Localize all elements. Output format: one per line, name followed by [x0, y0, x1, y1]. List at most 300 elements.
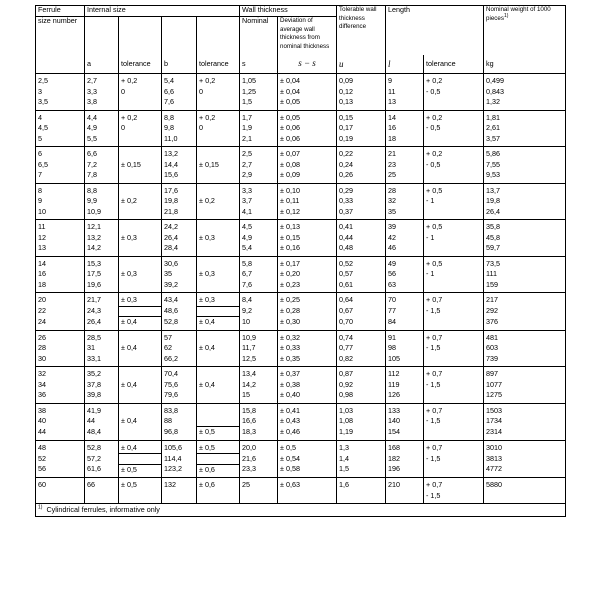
- tolerable-difference: 1,03: [337, 403, 386, 416]
- table-row: [36, 491, 566, 504]
- table-row: [36, 464, 566, 478]
- a-tolerance: [119, 367, 162, 380]
- deviation: ± 0,09: [278, 170, 337, 183]
- a-tolerance: ± 0,5: [119, 478, 162, 491]
- a-value: 28,5: [85, 330, 119, 343]
- size-number: 52: [36, 454, 85, 465]
- size-number: 40: [36, 416, 85, 427]
- tolerable-difference: 0,48: [337, 243, 386, 256]
- b-value: 24,2: [162, 220, 197, 233]
- size-number: 18: [36, 280, 85, 293]
- weight: 19,8: [484, 196, 566, 207]
- weight: 1503: [484, 403, 566, 416]
- nominal-thickness: 10,9: [240, 330, 278, 343]
- a-value: 7,8: [85, 170, 119, 183]
- length: 14: [386, 110, 424, 123]
- tolerable-difference: 1,3: [337, 440, 386, 454]
- deviation: ± 0,05: [278, 110, 337, 123]
- deviation: ± 0,35: [278, 354, 337, 367]
- table-row: [36, 233, 566, 244]
- b-value: 39,2: [162, 280, 197, 293]
- length: 42: [386, 233, 424, 244]
- table-row: [36, 110, 566, 123]
- a-value: 12,1: [85, 220, 119, 233]
- tolerable-difference: 0,13: [337, 97, 386, 110]
- length: 16: [386, 123, 424, 134]
- b-value: 6,6: [162, 87, 197, 98]
- a-tolerance: + 0,2: [119, 74, 162, 87]
- table-row: [36, 170, 566, 183]
- weight: 0,843: [484, 87, 566, 98]
- deviation: ± 0,54: [278, 454, 337, 465]
- size-number: 36: [36, 390, 85, 403]
- nominal-thickness: 10: [240, 317, 278, 331]
- weight: 111: [484, 269, 566, 280]
- length-tolerance: + 0,5: [424, 256, 484, 269]
- a-tolerance: ± 0,2: [119, 196, 162, 207]
- header-nominal-weight: Nominal weight of 1000 pieces$^{1)}$: [484, 6, 566, 56]
- weight: 5880: [484, 478, 566, 491]
- a-value: 37,8: [85, 380, 119, 391]
- nominal-thickness: 8,4: [240, 293, 278, 307]
- weight: 1,81: [484, 110, 566, 123]
- deviation: ± 0,04: [278, 87, 337, 98]
- b-tolerance: + 0,2: [197, 74, 240, 87]
- nominal-thickness: 12,5: [240, 354, 278, 367]
- b-tolerance: [197, 243, 240, 256]
- tolerable-difference: 0,09: [337, 74, 386, 87]
- b-value: 52,8: [162, 317, 197, 331]
- b-value: 30,6: [162, 256, 197, 269]
- b-tolerance: ± 0,3: [197, 269, 240, 280]
- nominal-thickness: 15: [240, 390, 278, 403]
- tolerable-difference: 0,64: [337, 293, 386, 307]
- deviation: [278, 491, 337, 504]
- tolerable-difference: 0,74: [337, 330, 386, 343]
- length: 119: [386, 380, 424, 391]
- weight: 1,32: [484, 97, 566, 110]
- size-number: 8: [36, 183, 85, 196]
- length: 105: [386, 354, 424, 367]
- a-tolerance: [119, 134, 162, 147]
- b-value: 43,4: [162, 293, 197, 307]
- a-value: 3,3: [85, 87, 119, 98]
- b-value: 79,6: [162, 390, 197, 403]
- nominal-thickness: 25: [240, 478, 278, 491]
- table-row: [36, 440, 566, 454]
- size-number: 7: [36, 170, 85, 183]
- tolerable-difference: 1,4: [337, 454, 386, 465]
- tolerable-difference: 0,67: [337, 306, 386, 317]
- a-value: 17,5: [85, 269, 119, 280]
- a-tolerance: ± 0,5: [119, 464, 162, 478]
- tolerable-difference: 0,57: [337, 269, 386, 280]
- a-value: 41,9: [85, 403, 119, 416]
- nominal-thickness: 2,9: [240, 170, 278, 183]
- header-internal-size: Internal size: [85, 6, 240, 17]
- a-value: 13,2: [85, 233, 119, 244]
- length-tolerance: + 0,2: [424, 74, 484, 87]
- tolerable-difference: 0,29: [337, 183, 386, 196]
- header-tolerable: Tolerable wall thickness difference: [337, 6, 386, 56]
- length-tolerance: + 0,2: [424, 147, 484, 160]
- length: [386, 491, 424, 504]
- weight: 3010: [484, 440, 566, 454]
- length: 21: [386, 147, 424, 160]
- deviation: ± 0,25: [278, 293, 337, 307]
- a-tolerance: [119, 330, 162, 343]
- a-tolerance: [119, 390, 162, 403]
- length-tolerance: - 1,5: [424, 306, 484, 317]
- length-tolerance: - 1,5: [424, 380, 484, 391]
- deviation: ± 0,37: [278, 367, 337, 380]
- table-header: [36, 6, 566, 74]
- nominal-thickness: 18,3: [240, 427, 278, 441]
- length: 196: [386, 464, 424, 478]
- nominal-thickness: 21,6: [240, 454, 278, 465]
- length: 140: [386, 416, 424, 427]
- b-tolerance: ± 0,2: [197, 196, 240, 207]
- table-row: [36, 317, 566, 331]
- table-row: [36, 147, 566, 160]
- a-tolerance: [119, 170, 162, 183]
- weight: 1275: [484, 390, 566, 403]
- length: 32: [386, 196, 424, 207]
- b-tolerance: [197, 147, 240, 160]
- b-tolerance: [197, 170, 240, 183]
- b-tolerance: ± 0,4: [197, 317, 240, 331]
- b-tolerance: ± 0,15: [197, 160, 240, 171]
- weight: 5,86: [484, 147, 566, 160]
- table-row: [36, 454, 566, 465]
- deviation: ± 0,10: [278, 183, 337, 196]
- a-tolerance: [119, 427, 162, 441]
- weight: 897: [484, 367, 566, 380]
- nominal-thickness: 1,9: [240, 123, 278, 134]
- b-value: 123,2: [162, 464, 197, 478]
- b-tolerance: [197, 134, 240, 147]
- deviation: ± 0,30: [278, 317, 337, 331]
- b-value: 105,6: [162, 440, 197, 454]
- weight: 2314: [484, 427, 566, 441]
- length-tolerance: [424, 134, 484, 147]
- b-tolerance: [197, 390, 240, 403]
- a-value: 33,1: [85, 354, 119, 367]
- tolerable-difference: 0,98: [337, 390, 386, 403]
- header-l-tolerance: tolerance: [424, 55, 484, 74]
- size-number: 3: [36, 87, 85, 98]
- deviation: ± 0,23: [278, 280, 337, 293]
- nominal-thickness: 6,7: [240, 269, 278, 280]
- length: 133: [386, 403, 424, 416]
- b-value: [162, 491, 197, 504]
- length-tolerance: - 1,5: [424, 343, 484, 354]
- length-tolerance: [424, 243, 484, 256]
- length-tolerance: [424, 464, 484, 478]
- a-tolerance: ± 0,3: [119, 293, 162, 307]
- b-tolerance: ± 0,4: [197, 343, 240, 354]
- weight: 73,5: [484, 256, 566, 269]
- a-tolerance: ± 0,4: [119, 416, 162, 427]
- b-tolerance: [197, 256, 240, 269]
- size-number: 26: [36, 330, 85, 343]
- header-nominal: Nominal: [240, 17, 278, 56]
- length-tolerance: - 1: [424, 233, 484, 244]
- b-tolerance: [197, 367, 240, 380]
- a-tolerance: [119, 491, 162, 504]
- a-value: 24,3: [85, 306, 119, 317]
- header-l: l: [386, 55, 424, 74]
- deviation: ± 0,43: [278, 416, 337, 427]
- nominal-thickness: 3,7: [240, 196, 278, 207]
- weight: 59,7: [484, 243, 566, 256]
- weight: 1734: [484, 416, 566, 427]
- length-tolerance: + 0,7: [424, 403, 484, 416]
- tolerable-difference: 1,19: [337, 427, 386, 441]
- a-tolerance: [119, 454, 162, 465]
- a-value: 5,5: [85, 134, 119, 147]
- a-tolerance: ± 0,15: [119, 160, 162, 171]
- a-tolerance: [119, 403, 162, 416]
- table-row: [36, 220, 566, 233]
- size-number: 13: [36, 243, 85, 256]
- size-number: 4: [36, 110, 85, 123]
- deviation: ± 0,5: [278, 440, 337, 454]
- deviation: ± 0,06: [278, 123, 337, 134]
- tolerable-difference: 0,92: [337, 380, 386, 391]
- size-number: 30: [36, 354, 85, 367]
- weight: 376: [484, 317, 566, 331]
- deviation: ± 0,05: [278, 97, 337, 110]
- a-tolerance: [119, 280, 162, 293]
- a-value: 39,8: [85, 390, 119, 403]
- length: 126: [386, 390, 424, 403]
- table-row: [36, 196, 566, 207]
- length: 84: [386, 317, 424, 331]
- length-tolerance: [424, 170, 484, 183]
- table-row: [36, 343, 566, 354]
- b-tolerance: 0: [197, 87, 240, 98]
- length-tolerance: - 0,5: [424, 87, 484, 98]
- length-tolerance: [424, 427, 484, 441]
- length: 91: [386, 330, 424, 343]
- length-tolerance: - 1: [424, 196, 484, 207]
- b-value: 75,6: [162, 380, 197, 391]
- b-tolerance: [197, 416, 240, 427]
- deviation: ± 0,12: [278, 207, 337, 220]
- table-row: [36, 123, 566, 134]
- weight: 0,499: [484, 74, 566, 87]
- weight: 35,8: [484, 220, 566, 233]
- a-tolerance: [119, 306, 162, 317]
- a-tolerance: [119, 220, 162, 233]
- length: 35: [386, 207, 424, 220]
- nominal-thickness: 14,2: [240, 380, 278, 391]
- deviation: ± 0,41: [278, 403, 337, 416]
- weight: 217: [484, 293, 566, 307]
- length: 70: [386, 293, 424, 307]
- nominal-thickness: 1,5: [240, 97, 278, 110]
- nominal-thickness: 11,7: [240, 343, 278, 354]
- a-tolerance: 0: [119, 123, 162, 134]
- size-number: 56: [36, 464, 85, 478]
- a-value: 2,7: [85, 74, 119, 87]
- header-s: s: [240, 55, 278, 74]
- deviation: ± 0,28: [278, 306, 337, 317]
- a-tolerance: [119, 207, 162, 220]
- tolerable-difference: 1,5: [337, 464, 386, 478]
- weight: 739: [484, 354, 566, 367]
- a-value: 66: [85, 478, 119, 491]
- tolerable-difference: 1,6: [337, 478, 386, 491]
- a-value: 7,2: [85, 160, 119, 171]
- b-value: 9,8: [162, 123, 197, 134]
- length: 154: [386, 427, 424, 441]
- weight: 481: [484, 330, 566, 343]
- a-value: 10,9: [85, 207, 119, 220]
- footnote: [36, 504, 566, 517]
- weight: 1077: [484, 380, 566, 391]
- b-tolerance: ± 0,6: [197, 478, 240, 491]
- b-value: 66,2: [162, 354, 197, 367]
- length: 77: [386, 306, 424, 317]
- tolerable-difference: 0,77: [337, 343, 386, 354]
- b-tolerance: [197, 454, 240, 465]
- length: 56: [386, 269, 424, 280]
- size-number: 5: [36, 134, 85, 147]
- weight: 603: [484, 343, 566, 354]
- a-tolerance: ± 0,3: [119, 269, 162, 280]
- length-tolerance: [424, 207, 484, 220]
- b-tolerance: [197, 220, 240, 233]
- a-tolerance: [119, 354, 162, 367]
- size-number: 6: [36, 147, 85, 160]
- length: 46: [386, 243, 424, 256]
- tolerable-difference: 0,12: [337, 87, 386, 98]
- length-tolerance: [424, 390, 484, 403]
- nominal-thickness: 4,5: [240, 220, 278, 233]
- size-number: 14: [36, 256, 85, 269]
- length-tolerance: + 0,7: [424, 293, 484, 307]
- length-tolerance: + 0,2: [424, 110, 484, 123]
- a-value: 8,8: [85, 183, 119, 196]
- header-ferrule: Ferrule: [36, 6, 85, 17]
- table-row: [36, 207, 566, 220]
- a-value: 9,9: [85, 196, 119, 207]
- length-tolerance: [424, 317, 484, 331]
- table-row: [36, 390, 566, 403]
- header-size-number: size number: [36, 17, 85, 56]
- a-value: 19,6: [85, 280, 119, 293]
- length: 182: [386, 454, 424, 465]
- table-row: [36, 354, 566, 367]
- footnote-text: Cylindrical ferrules, informative only: [46, 504, 160, 514]
- length-tolerance: + 0,7: [424, 440, 484, 454]
- table-row: [36, 330, 566, 343]
- size-number: 20: [36, 293, 85, 307]
- size-number: [36, 491, 85, 504]
- b-value: 5,4: [162, 74, 197, 87]
- b-value: 114,4: [162, 454, 197, 465]
- table-row: [36, 403, 566, 416]
- table-row: [36, 478, 566, 491]
- b-value: 17,6: [162, 183, 197, 196]
- table-row: [36, 74, 566, 87]
- nominal-thickness: [240, 491, 278, 504]
- length: 13: [386, 97, 424, 110]
- tolerable-difference: 0,37: [337, 207, 386, 220]
- a-value: [85, 491, 119, 504]
- nominal-thickness: 15,8: [240, 403, 278, 416]
- length-tolerance: - 0,5: [424, 160, 484, 171]
- b-value: 57: [162, 330, 197, 343]
- deviation: ± 0,04: [278, 74, 337, 87]
- weight: 13,7: [484, 183, 566, 196]
- size-number: 16: [36, 269, 85, 280]
- table-row: [36, 243, 566, 256]
- weight: 3813: [484, 454, 566, 465]
- length-tolerance: + 0,5: [424, 220, 484, 233]
- length-tolerance: - 1: [424, 269, 484, 280]
- size-number: 34: [36, 380, 85, 391]
- a-value: 3,8: [85, 97, 119, 110]
- b-tolerance: ± 0,5: [197, 440, 240, 454]
- a-tolerance: ± 0,4: [119, 317, 162, 331]
- b-value: 83,8: [162, 403, 197, 416]
- length: 23: [386, 160, 424, 171]
- length-tolerance: + 0,7: [424, 330, 484, 343]
- b-tolerance: ± 0,3: [197, 293, 240, 307]
- weight: 159: [484, 280, 566, 293]
- a-tolerance: 0: [119, 87, 162, 98]
- b-tolerance: [197, 183, 240, 196]
- tolerable-difference: 0,19: [337, 134, 386, 147]
- length-tolerance: - 1,5: [424, 454, 484, 465]
- a-value: 4,4: [85, 110, 119, 123]
- size-number: 28: [36, 343, 85, 354]
- size-number: 2,5: [36, 74, 85, 87]
- a-value: 6,6: [85, 147, 119, 160]
- size-number: 6,5: [36, 160, 85, 171]
- size-number: 22: [36, 306, 85, 317]
- a-tolerance: + 0,2: [119, 110, 162, 123]
- deviation: ± 0,46: [278, 427, 337, 441]
- table-row: [36, 427, 566, 441]
- b-value: 26,4: [162, 233, 197, 244]
- length: 11: [386, 87, 424, 98]
- b-value: 15,6: [162, 170, 197, 183]
- a-tolerance: [119, 183, 162, 196]
- size-number: 32: [36, 367, 85, 380]
- length-tolerance: [424, 354, 484, 367]
- nominal-thickness: 2,7: [240, 160, 278, 171]
- header-deviation: Deviation of average wall thickness from nominal thickness: [278, 17, 337, 56]
- size-number: 9: [36, 196, 85, 207]
- b-tolerance: ± 0,6: [197, 464, 240, 478]
- tolerable-difference: 0,15: [337, 110, 386, 123]
- a-tolerance: ± 0,3: [119, 233, 162, 244]
- a-value: 15,3: [85, 256, 119, 269]
- size-number: 44: [36, 427, 85, 441]
- table-row: [36, 87, 566, 98]
- table-body: [36, 74, 566, 504]
- header-s-minus-s: s − s: [298, 58, 316, 69]
- weight: 45,8: [484, 233, 566, 244]
- ferrule-table-container: [35, 5, 565, 517]
- deviation: ± 0,38: [278, 380, 337, 391]
- weight: 26,4: [484, 207, 566, 220]
- deviation: ± 0,11: [278, 196, 337, 207]
